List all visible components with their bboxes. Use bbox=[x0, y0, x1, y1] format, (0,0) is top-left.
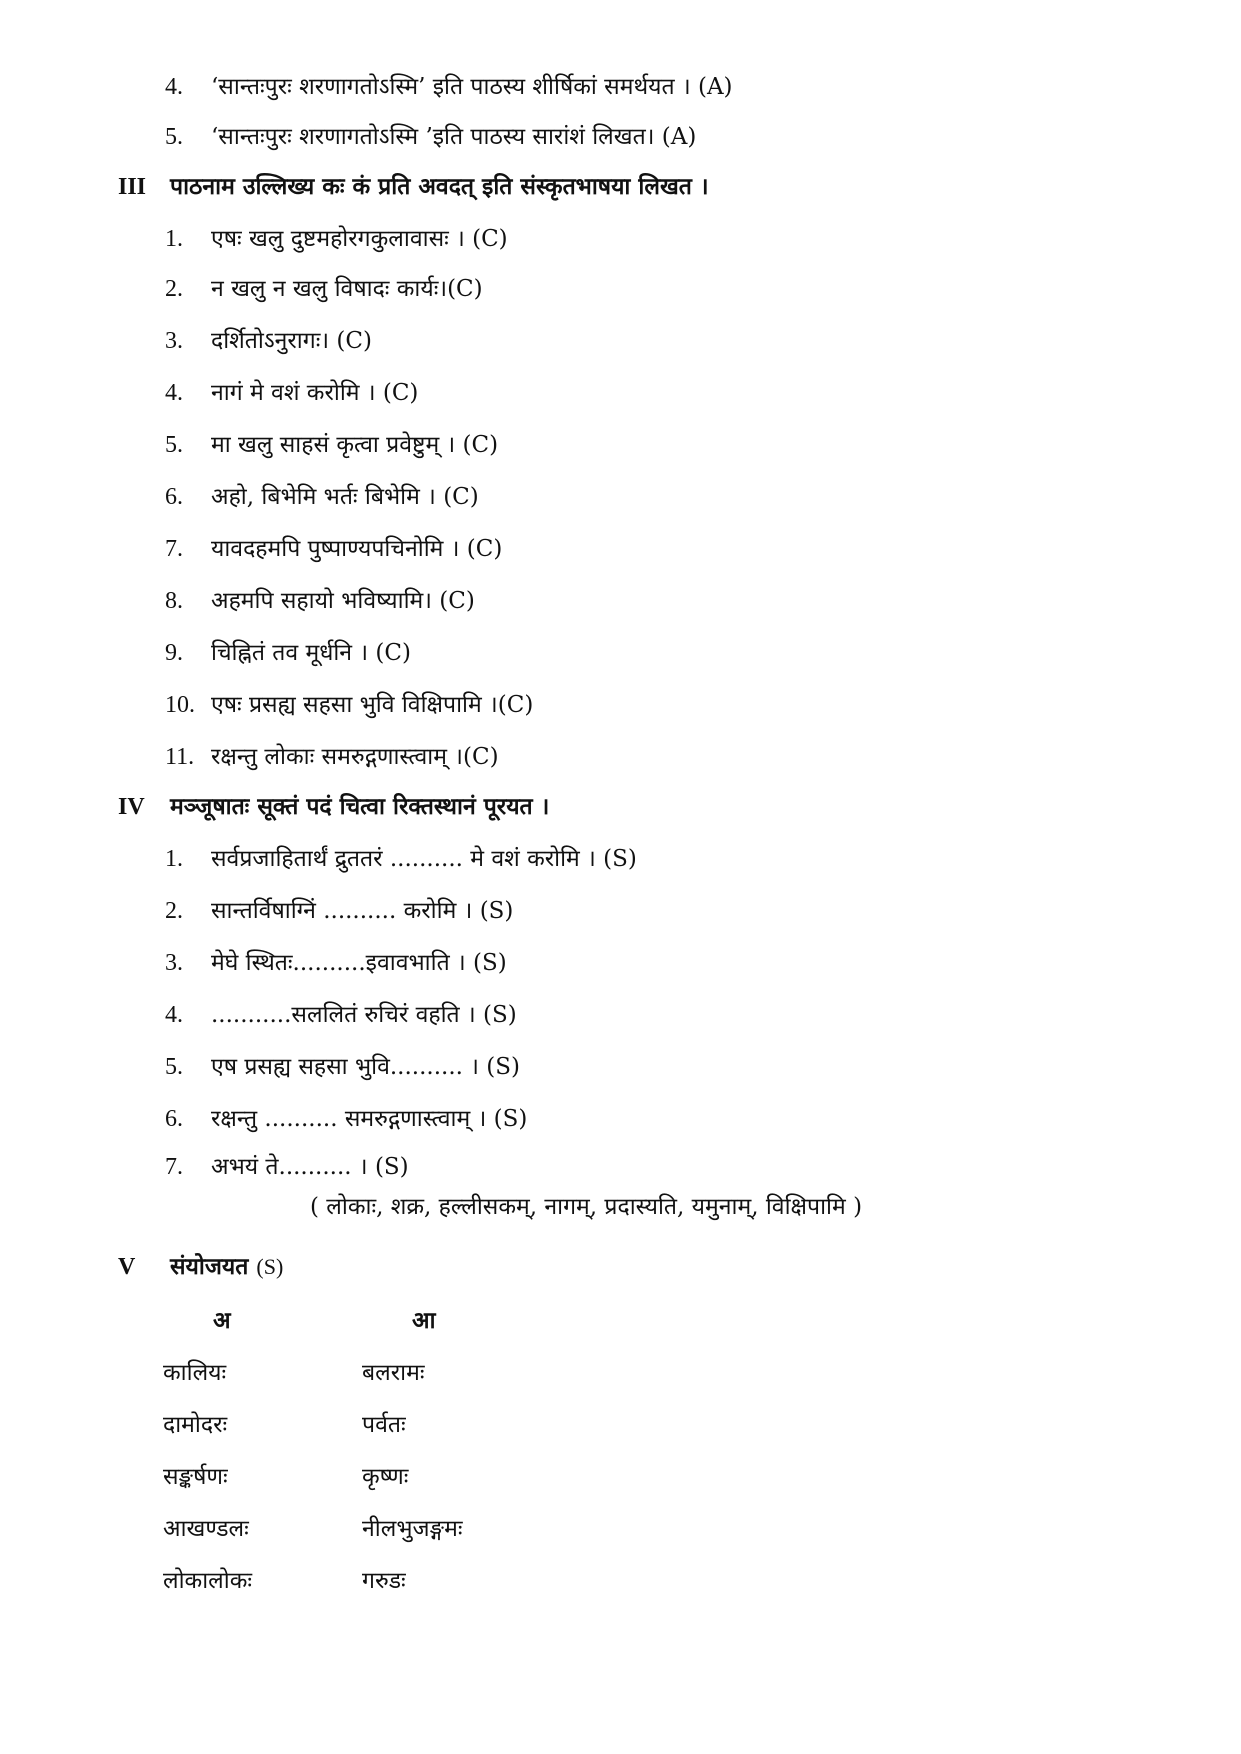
match-cell-a: सङ्कर्षणः bbox=[163, 1464, 228, 1490]
section-number: IV bbox=[118, 794, 145, 820]
item-text: न खलु न खलु विषादः कार्यः।(C) bbox=[211, 276, 483, 302]
item-text: ‘सान्तःपुरः शरणागतोऽस्मि’ इति पाठस्य शीर्षिकां समर्थयत । (A) bbox=[211, 74, 733, 100]
question-line bbox=[165, 274, 483, 304]
item-number: 10. bbox=[165, 692, 195, 718]
match-cell-b: गरुडः bbox=[362, 1568, 406, 1594]
item-text: मा खलु साहसं कृत्वा प्रवेष्टुम् । (C) bbox=[211, 432, 499, 458]
section-title: संयोजयत bbox=[170, 1253, 249, 1280]
item-text: दर्शितोऽनुरागः। (C) bbox=[211, 328, 372, 354]
section-heading-iv bbox=[118, 792, 549, 822]
question-line bbox=[165, 844, 637, 874]
match-cell-b: पर्वतः bbox=[362, 1412, 406, 1438]
item-number: 3. bbox=[165, 328, 183, 354]
question-line bbox=[165, 534, 502, 564]
item-text: एषः प्रसह्य सहसा भुवि विक्षिपामि ।(C) bbox=[211, 692, 534, 718]
item-number: 4. bbox=[165, 74, 183, 100]
item-text: रक्षन्तु .......... समरुद्गणास्त्वाम् । (S) bbox=[211, 1106, 528, 1132]
question-line bbox=[165, 378, 418, 408]
match-cell-a: कालियः bbox=[163, 1360, 227, 1386]
question-line bbox=[165, 326, 372, 356]
section-number: V bbox=[118, 1254, 136, 1280]
item-text: सान्तर्विषाग्निं .......... करोमि । (S) bbox=[211, 898, 514, 924]
question-line bbox=[165, 482, 479, 512]
column-a-header: अ bbox=[213, 1307, 231, 1334]
question-line bbox=[165, 638, 411, 668]
item-number: 8. bbox=[165, 588, 183, 614]
match-cell-a: दामोदरः bbox=[163, 1412, 228, 1438]
section-heading-iii bbox=[118, 172, 709, 202]
item-text: नागं मे वशं करोमि । (C) bbox=[211, 380, 419, 406]
question-line bbox=[165, 72, 733, 102]
item-number: 5. bbox=[165, 1054, 183, 1080]
item-number: 2. bbox=[165, 276, 183, 302]
item-number: 5. bbox=[165, 432, 183, 458]
item-text: एष प्रसह्य सहसा भुवि.......... । (S) bbox=[211, 1054, 521, 1080]
item-number: 9. bbox=[165, 640, 183, 666]
question-line bbox=[165, 224, 508, 254]
question-line bbox=[165, 122, 696, 152]
item-number: 7. bbox=[165, 1154, 183, 1180]
item-text: अहो, बिभेमि भर्तः बिभेमि । (C) bbox=[211, 484, 479, 510]
match-cell-b: नीलभुजङ्गमः bbox=[362, 1516, 463, 1542]
item-number: 2. bbox=[165, 898, 183, 924]
item-text: चिह्नितं तव मूर्धनि । (C) bbox=[211, 640, 411, 666]
column-b-header: आ bbox=[412, 1307, 436, 1334]
item-number: 11. bbox=[165, 744, 195, 770]
item-text: रक्षन्तु लोकाः समरुद्गणास्त्वाम् ।(C) bbox=[211, 744, 499, 770]
question-line bbox=[165, 690, 533, 720]
item-number: 3. bbox=[165, 950, 183, 976]
question-line bbox=[165, 430, 498, 460]
item-number: 4. bbox=[165, 1002, 183, 1028]
question-line bbox=[165, 1104, 527, 1134]
word-box: ( लोकाः, शक्र, हल्लीसकम्, नागम्, प्रदास्यति, यमुनाम्, विक्षिपामि ) bbox=[310, 1194, 863, 1220]
item-number: 7. bbox=[165, 536, 183, 562]
question-line bbox=[165, 1052, 520, 1082]
item-number: 5. bbox=[165, 124, 183, 150]
item-number: 6. bbox=[165, 484, 183, 510]
item-text: अहमपि सहायो भविष्यामि। (C) bbox=[211, 588, 475, 614]
item-text: मेघे स्थितः..........इवावभाति । (S) bbox=[211, 950, 507, 976]
item-text: ...........सललितं रुचिरं वहति । (S) bbox=[211, 1002, 517, 1028]
section-heading-v bbox=[118, 1252, 283, 1282]
section-number: III bbox=[118, 174, 147, 200]
item-text: एषः खलु दुष्टमहोरगकुलावासः । (C) bbox=[211, 226, 508, 252]
section-tag: (S) bbox=[256, 1254, 284, 1279]
item-text: सर्वप्रजाहितार्थं द्रुततरं .......... मे वशं करोमि । (S) bbox=[211, 846, 637, 872]
question-line bbox=[165, 1152, 409, 1182]
item-text: ‘सान्तःपुरः शरणागतोऽस्मि ’इति पाठस्य सारांशं लिखत। (A) bbox=[211, 124, 697, 150]
section-title: मञ्जूषातः सूक्तं पदं चित्वा रिक्तस्थानं पूरयत । bbox=[170, 793, 550, 820]
question-line bbox=[165, 896, 513, 926]
question-line bbox=[165, 948, 507, 978]
item-number: 1. bbox=[165, 226, 183, 252]
section-title: पाठनाम उल्लिख्य कः कं प्रति अवदत् इति संस्कृतभाषया लिखत । bbox=[170, 173, 709, 200]
item-number: 6. bbox=[165, 1106, 183, 1132]
item-text: यावदहमपि पुष्पाण्यपचिनोमि । (C) bbox=[211, 536, 503, 562]
question-line bbox=[165, 742, 499, 772]
question-line bbox=[165, 586, 475, 616]
match-cell-a: आखण्डलः bbox=[163, 1516, 249, 1542]
item-text: अभयं ते.......... । (S) bbox=[211, 1154, 409, 1180]
item-number: 4. bbox=[165, 380, 183, 406]
match-cell-b: बलरामः bbox=[362, 1360, 425, 1386]
item-number: 1. bbox=[165, 846, 183, 872]
match-cell-b: कृष्णः bbox=[362, 1464, 409, 1490]
question-line bbox=[165, 1000, 517, 1030]
match-cell-a: लोकालोकः bbox=[163, 1568, 253, 1594]
